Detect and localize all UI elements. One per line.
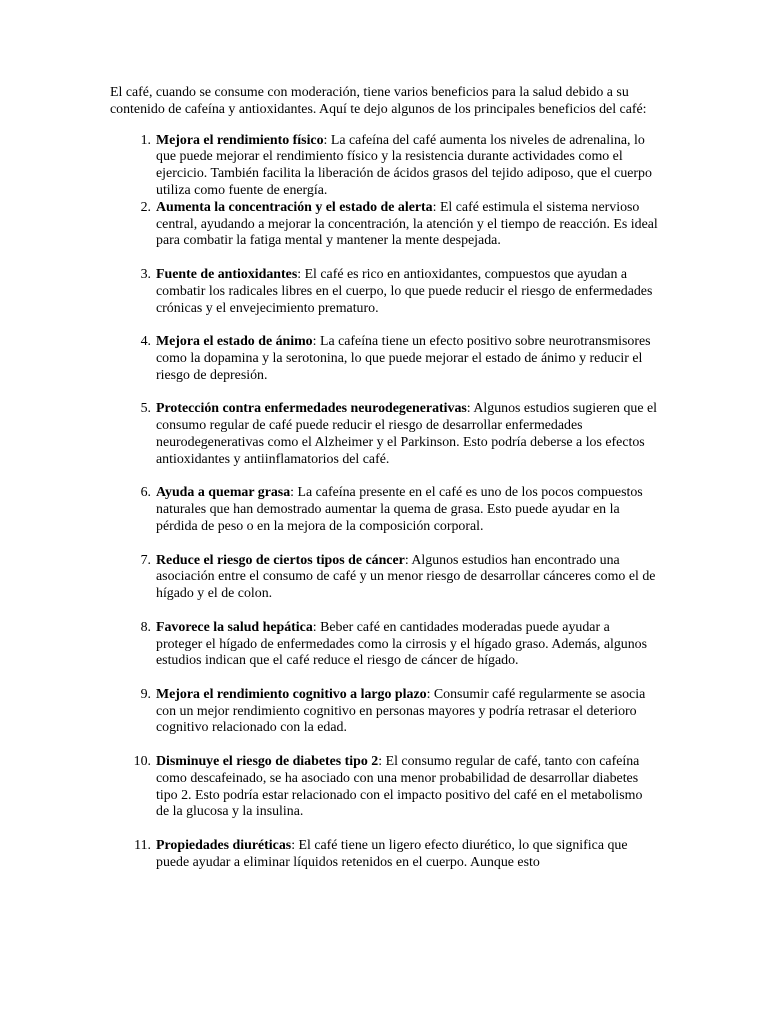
- item-number: 10.: [133, 754, 151, 770]
- item-text: : Algunos estudios han encontrado una asociación entre el consumo de café y un menor riesgo de desarrollar cánceres como el de hígado y el de colon.: [156, 552, 656, 602]
- item-title: Mejora el rendimiento cognitivo a largo plazo: [156, 686, 427, 702]
- item-text: : La cafeína presente en el café es uno de los pocos compuestos naturales que han demostrado aumentar la quema de grasa. Esto puede ayudar en la pérdida de peso o en la mejora de la composición corporal.: [156, 485, 643, 534]
- item-title: Fuente de antioxidantes: [156, 266, 298, 282]
- list-item: [110, 267, 658, 317]
- item-title: Mejora el rendimiento físico: [156, 132, 324, 148]
- item-number: 9.: [140, 686, 151, 702]
- item-title: Favorece la salud hepática: [156, 619, 313, 635]
- list-item: [110, 334, 658, 384]
- item-text: : Consumir café regularmente se asocia con un mejor rendimiento cognitivo en personas mayores y podría retrasar el deterioro cognitivo relacionado con la edad.: [156, 686, 646, 736]
- list-item: [110, 620, 658, 670]
- list-item: [110, 838, 658, 872]
- item-text: : El consumo regular de café, tanto con cafeína como descafeinado, se ha asociado con una menor probabilidad de desarrollar diabetes tipo 2. Esto podría estar relacionado con el impacto positivo del café en el metabolismo de la glucosa y la insulina.: [156, 754, 643, 820]
- list-item: [110, 754, 658, 821]
- item-number: 6.: [140, 485, 151, 501]
- document-page: [110, 85, 658, 872]
- item-number: 4.: [140, 334, 151, 350]
- item-number: 5.: [140, 401, 151, 417]
- item-text: : El café es rico en antioxidantes, compuestos que ayudan a combatir los radicales libres en el cuerpo, lo que puede reducir el riesgo de enfermedades crónicas y el envejecimiento prematuro.: [156, 266, 653, 316]
- item-text: : El café tiene un ligero efecto diurético, lo que significa que puede ayudar a eliminar líquidos retenidos en el cuerpo. Aunque esto: [156, 838, 628, 870]
- benefits-list: [110, 133, 658, 872]
- item-title: Propiedades diuréticas: [156, 838, 292, 854]
- list-item: [110, 401, 658, 468]
- item-text: : El café estimula el sistema nervioso central, ayudando a mejorar la concentración, la atención y el tiempo de reacción. Es ideal para combatir la fatiga mental y mantener la mente despejada.: [156, 199, 658, 249]
- list-item: [110, 485, 658, 535]
- item-number: 11.: [134, 838, 151, 854]
- item-text: : La cafeína tiene un efecto positivo sobre neurotransmisores como la dopamina y la serotonina, lo que puede mejorar el estado de ánimo y reducir el riesgo de depresión.: [156, 334, 651, 383]
- item-text: : Algunos estudios sugieren que el consumo regular de café puede reducir el riesgo de desarrollar enfermedades neurodegenerativas como el Alzheimer y el Parkinson. Esto podría deberse a los efectos antioxidantes y antiinflamatorios del café.: [156, 401, 657, 467]
- item-number: 1.: [140, 132, 151, 148]
- item-number: 2.: [140, 199, 151, 215]
- list-item: [110, 200, 658, 250]
- item-title: Disminuye el riesgo de diabetes tipo 2: [156, 754, 379, 770]
- item-number: 8.: [140, 619, 151, 635]
- list-item: [110, 687, 658, 737]
- item-title: Aumenta la concentración y el estado de alerta: [156, 199, 433, 215]
- item-title: Ayuda a quemar grasa: [156, 485, 291, 501]
- item-text: : La cafeína del café aumenta los niveles de adrenalina, lo que puede mejorar el rendimiento físico y la resistencia durante actividades como el ejercicio. También facilita la liberación de ácidos grasos del tejido adiposo, que el cuerpo utiliza como fuente de energía.: [156, 132, 652, 198]
- list-item: [110, 133, 658, 200]
- item-number: 3.: [140, 266, 151, 282]
- item-number: 7.: [140, 552, 151, 568]
- item-text: : Beber café en cantidades moderadas puede ayudar a proteger el hígado de enfermedades como la cirrosis y el hígado graso. Además, algunos estudios indican que el café reduce el riesgo de cáncer de hígado.: [156, 619, 648, 669]
- list-item: [110, 553, 658, 603]
- intro-paragraph: El café, cuando se consume con moderación, tiene varios beneficios para la salud debido a su contenido de cafeína y antioxidantes. Aquí te dejo algunos de los principales beneficios del café:: [110, 85, 647, 117]
- item-title: Mejora el estado de ánimo: [156, 334, 313, 350]
- item-title: Protección contra enfermedades neurodegenerativas: [156, 401, 467, 417]
- item-title: Reduce el riesgo de ciertos tipos de cáncer: [156, 552, 405, 568]
